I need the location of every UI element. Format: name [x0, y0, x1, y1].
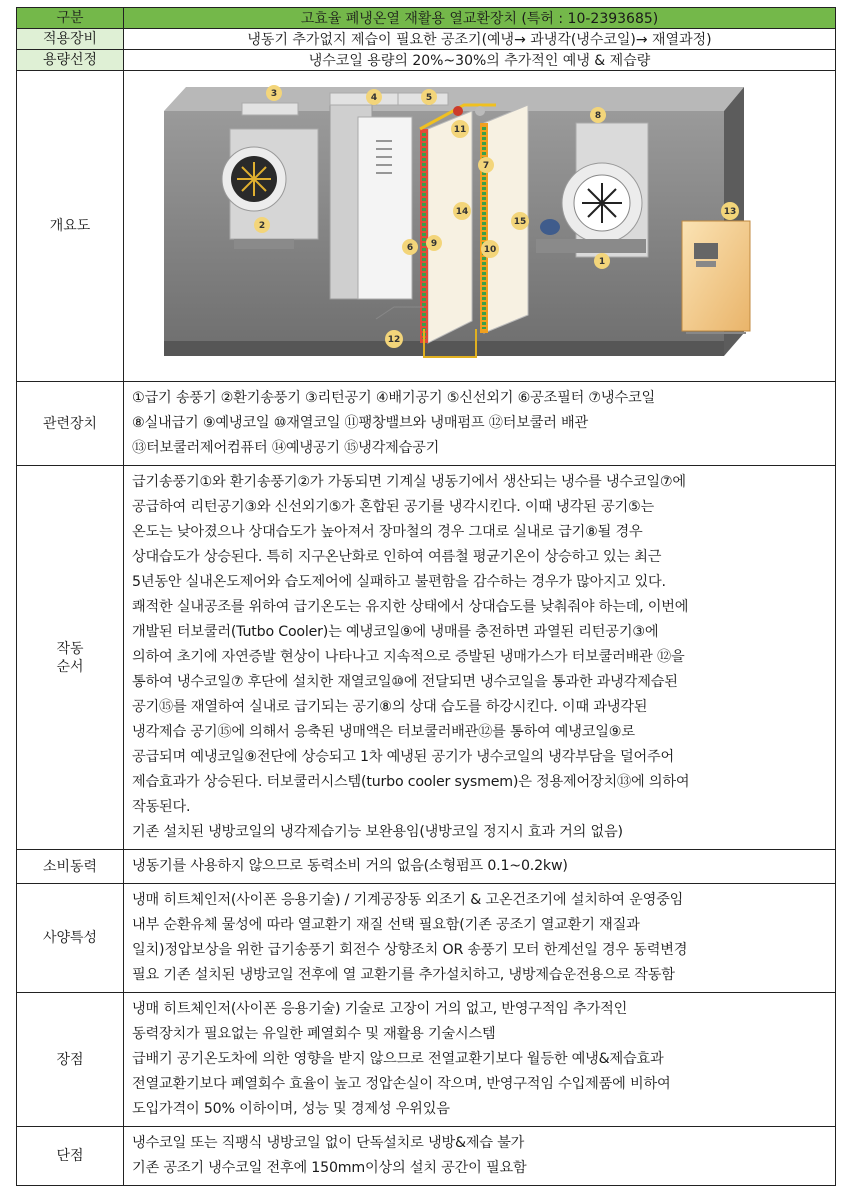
operation-line: 공급되며 예냉코일⑨전단에 상승되고 1차 예냉된 공기가 냉수코일의 냉각부담을 덜어주어: [132, 749, 675, 765]
callout-4-text: 4: [370, 93, 378, 103]
operation-line: 개발된 터보쿨러(Tutbo Cooler)는 예냉코일⑨에 냉매를 충전하면 과열된 리턴공기③에: [132, 624, 659, 640]
callout-5-text: 5: [425, 93, 433, 103]
pros-text: [124, 993, 836, 1127]
hvac-unit-diagram: [124, 71, 836, 377]
specs-text: [124, 884, 836, 993]
operation-line: 5년동안 실내온도제어와 습도제어에 실패하고 불편함을 감수하는 경우가 많아지고 있다.: [132, 574, 666, 590]
operation-line: 공급하여 리턴공기③와 신선외기⑤가 혼합된 공기를 냉각시킨다. 이때 냉각된 공기⑤는: [132, 499, 655, 515]
operation-line: 냉각제습 공기⑮에 의해서 응축된 냉매액은 터보쿨러배관⑫를 통하여 예냉코일⑨로: [132, 724, 635, 740]
operation-label-line: 순서: [56, 658, 84, 675]
callout-8-text: 8: [594, 111, 602, 121]
pros-line: 동력장치가 필요없는 유일한 폐열회수 및 재활용 기술시스템: [132, 1026, 496, 1042]
callout-9-text: 9: [430, 239, 438, 249]
operation-line: 급기송풍기①와 환기송풍기②가 가동되면 기계실 냉동기에서 생산되는 냉수를 냉수코일⑦에: [132, 474, 686, 490]
callout-6-text: 6: [406, 243, 414, 253]
pros-line: 전열교환기보다 폐열회수 효율이 높고 정압손실이 작으며, 반영구적임 수입제품에 비하여: [132, 1076, 671, 1092]
operation-line: 온도는 낮아졌으나 상대습도가 높아져서 장마철의 경우 그대로 실내로 급기⑧될 경우: [132, 524, 643, 540]
specs-line: 일치)정압보상을 위한 급기송풍기 회전수 상향조치 OR 송풍기 모터 한계선일 경우 동력변경: [132, 942, 688, 958]
header-title: 고효율 폐냉온열 재활용 열교환장치 (특허 : 10-2393685): [124, 8, 836, 29]
callout-3-text: 3: [270, 89, 278, 99]
operation-line: 기존 설치된 냉방코일의 냉각제습기능 보완용임(냉방코일 정지시 효과 거의 없음): [132, 824, 623, 840]
diagram-label: 개요도: [17, 71, 124, 382]
callout-10-text: 10: [483, 245, 497, 255]
application-text: 냉동기 추가없지 제습이 필요한 공조기(예냉→ 과냉각(냉수코일)→ 재열과정): [124, 29, 836, 50]
callout-11-text: 11: [453, 125, 467, 135]
power-label: 소비동력: [17, 850, 124, 884]
operation-line: 상대습도가 상승된다. 특히 지구온난화로 인하여 여름철 평균기온이 상승하고 있는 최근: [132, 549, 662, 565]
specs-line: 냉매 히트체인저(사이폰 응용기술) / 기계공장동 외조기 & 고온건조기에 설치하여 운영중임: [132, 892, 684, 908]
cons-line: 기존 공조기 냉수코일 전후에 150mm이상의 설치 공간이 필요함: [132, 1160, 527, 1176]
power-text: [124, 850, 836, 884]
callout-2-text: 2: [258, 221, 266, 231]
cons-label: 단점: [17, 1127, 124, 1186]
callout-15-text: 15: [513, 217, 527, 227]
return-fan: [222, 129, 318, 249]
cons-line: 냉수코일 또는 직팽식 냉방코일 없이 단독설치로 냉방&제습 불가: [132, 1135, 525, 1151]
callout-14-text: 14: [455, 207, 469, 217]
callout-13-text: 13: [723, 207, 737, 217]
diagram-cell: [124, 71, 836, 382]
pros-label: 장점: [17, 993, 124, 1127]
callout-1-text: 1: [598, 257, 606, 267]
power-line: 냉동기를 사용하지 않으므로 동력소비 거의 없음(소형펌프 0.1~0.2kw): [132, 858, 568, 874]
related-line: ①급기 송풍기 ②환기송풍기 ③리턴공기 ④배기공기 ⑤신선외기 ⑥공조필터 ⑦냉수코일: [132, 390, 655, 406]
header-label: 구분: [17, 8, 124, 29]
pros-line: 냉매 히트체인저(사이폰 응용기술) 기술로 고장이 거의 없고, 반영구적임 추가적인: [132, 1001, 628, 1017]
control-panel: [682, 221, 750, 333]
callout-7-text: 7: [482, 161, 490, 171]
specs-label: 사양특성: [17, 884, 124, 993]
related-text: [124, 382, 836, 466]
capacity-label: 용량선정: [17, 50, 124, 71]
related-line: ⑬터보쿨러제어컴퓨터 ⑭예냉공기 ⑮냉각제습공기: [132, 440, 440, 456]
operation-line: 의하여 초기에 자연증발 현상이 나타나고 지속적으로 증발된 냉매가스가 터보쿨러배관 ⑫을: [132, 649, 685, 665]
specs-line: 필요 기존 설치된 냉방코일 전후에 열 교환기를 추가설치하고, 냉방제습운전용으로 작동함: [132, 967, 675, 983]
specs-line: 내부 순환유체 물성에 따라 열교환기 재질 선택 필요함(기존 공조기 열교환기 재질과: [132, 917, 640, 933]
operation-line: 공기⑮를 재열하여 실내로 급기되는 공기⑧의 상대 습도를 하강시킨다. 이때 과냉각된: [132, 699, 648, 715]
related-label: 관련장치: [17, 382, 124, 466]
operation-label-line: 작동: [56, 640, 84, 657]
operation-line: 통하여 냉수코일⑦ 후단에 설치한 재열코일⑩에 전달되면 냉수코일을 통과한 과냉각제습된: [132, 674, 678, 690]
capacity-text: 냉수코일 용량의 20%~30%의 추가적인 예냉 & 제습량: [124, 50, 836, 71]
application-label: 적용장비: [17, 29, 124, 50]
pros-line: 도입가격이 50% 이하이며, 성능 및 경제성 우위있음: [132, 1101, 450, 1117]
related-line: ⑧실내급기 ⑨예냉코일 ⑩재열코일 ⑪팽창밸브와 냉매펌프 ⑫터보쿨러 배관: [132, 415, 589, 431]
operation-line: 쾌적한 실내공조를 위하여 급기온도는 유지한 상태에서 상대습도를 낮춰줘야 하는데, 이번에: [132, 599, 689, 615]
operation-label: [17, 466, 124, 850]
operation-text: [124, 466, 836, 850]
operation-line: 제습효과가 상승된다. 터보쿨러시스템(turbo cooler sysmem)은 정용제어장치⑬에 의하여: [132, 774, 690, 790]
cons-text: [124, 1127, 836, 1186]
operation-line: 작동된다.: [132, 799, 191, 815]
spec-table: [16, 7, 836, 1186]
pros-line: 급배기 공기온도차에 의한 영향을 받지 않으므로 전열교환기보다 월등한 예냉&제습효과: [132, 1051, 664, 1067]
callout-12-text: 12: [387, 335, 401, 345]
